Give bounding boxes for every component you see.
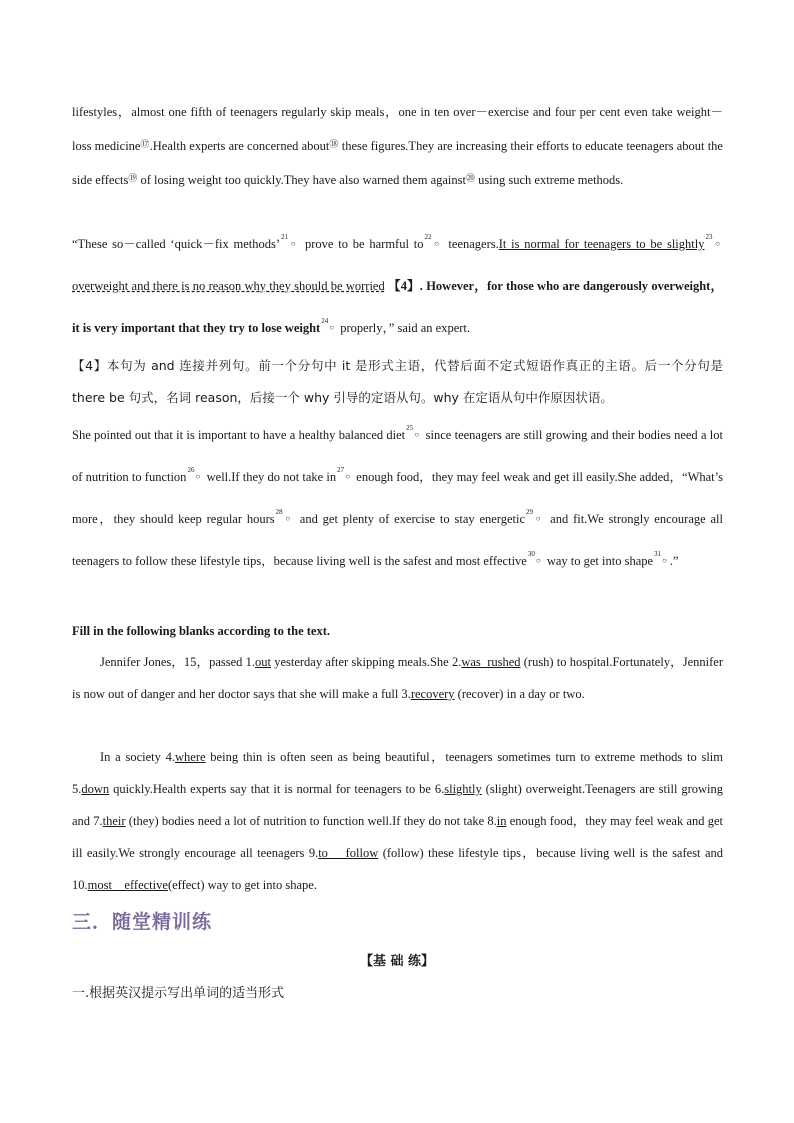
circle-marker-icon: ○ <box>345 472 351 481</box>
underlined-sentence: It is normal for teenagers to be slightly <box>498 237 705 251</box>
note-text: 【4】本句为 and 连接并列句。前一个分句中 it 是形式主语，代替后面不定式短语作真正的主语。后一个分句是 there be 句式，名词 reason，后接一个 why 引导的定语从句。why 在定语从句中作原因状语。 <box>72 358 723 405</box>
text-run: yesterday after skipping meals.She 2. <box>271 655 462 669</box>
answer-blank-7: their <box>102 814 126 828</box>
passage-paragraph-1 <box>72 96 723 196</box>
section-heading: 三．随堂精训练 <box>72 911 213 933</box>
circle-marker-icon: ○ <box>289 239 298 248</box>
text-run: 【4】. However，for those who are dangerously overweight，it is very important that they try to lose weight <box>72 279 724 335</box>
answer-blank-3: recovery <box>410 687 455 701</box>
footnote-number: 28 <box>275 508 283 516</box>
text-run: In a society 4. <box>100 750 175 764</box>
circle-marker-icon: ○ <box>329 323 335 332</box>
text-run: (they) bodies need a lot of nutrition to function well.If they do not take 8. <box>125 814 497 828</box>
text-run: teenagers. <box>443 237 499 251</box>
text-run: (rush) to hospital.Fortunately，Jennifer is now out of danger and her doctor says that she will make a full 3. <box>72 655 724 701</box>
footnote-number: 30 <box>527 550 535 558</box>
text-run: (follow) these lifestyle tips，because living well is the safest and 10. <box>72 846 724 892</box>
text-run: and get plenty of exercise to stay energetic <box>294 512 526 526</box>
text-run: (slight) overweight.Teenagers are still growing and 7. <box>72 782 723 828</box>
circle-marker-icon: ○ <box>534 514 543 523</box>
basic-practice-label: 【基 础 练】 <box>359 954 435 969</box>
text-run: She pointed out that it is important to have a healthy balanced diet <box>72 428 406 442</box>
footnote-marker: ⑳ <box>466 173 476 183</box>
text-run: being thin is often seen as being beautiful，teenagers sometimes turn to extreme methods to slim 5. <box>72 750 723 796</box>
instruction-text: Fill in the following blanks according to the text. <box>72 624 330 638</box>
answer-blank-4: where <box>175 750 206 764</box>
circle-marker-icon: ○ <box>662 556 667 565</box>
text-run: these figures.They are increasing their efforts to educate teenagers about the side effects <box>72 139 723 187</box>
underlined-sentence: overweight and there is no reason why they should be worried <box>72 279 385 293</box>
text-run: properly，” said an expert. <box>337 321 470 335</box>
grammar-note <box>72 350 723 414</box>
answer-blank-5: down <box>81 782 110 796</box>
circle-marker-icon: ○ <box>195 472 201 481</box>
answer-blank-10: most effective <box>87 878 168 892</box>
text-run: prove to be harmful to <box>300 237 424 251</box>
answer-blank-8: in <box>496 814 507 828</box>
circle-marker-icon: ○ <box>432 239 441 248</box>
answer-blank-6: slightly <box>444 782 482 796</box>
text-run: using such extreme methods. <box>475 173 624 187</box>
answer-blank-2: was rushed <box>461 655 521 669</box>
footnote-marker: ⑱ <box>329 139 339 149</box>
footnote-number: 26 <box>187 466 195 474</box>
text-run: (recover) in a day or two. <box>454 687 585 701</box>
footnote-number: 31 <box>654 550 662 558</box>
text-run: .” <box>669 554 679 568</box>
passage-paragraph-2 <box>72 223 723 349</box>
text-run: of losing weight too quickly.They have also warned them against <box>137 173 466 187</box>
footnote-number: 25 <box>406 424 414 432</box>
footnote-number: 21 <box>281 233 289 241</box>
footnote-number: 29 <box>526 508 534 516</box>
footnote-marker: ⑰ <box>140 139 150 149</box>
passage-paragraph-3 <box>72 414 723 582</box>
circle-marker-icon: ○ <box>283 514 292 523</box>
text-run: since teenagers are still growing and their bodies need a lot of nutrition to function <box>72 428 724 484</box>
footnote-number: 27 <box>337 466 345 474</box>
text-run: enough food，they may feel weak and get ill easily.We strongly encourage all teenagers 9. <box>72 814 723 860</box>
text-run: enough food，they may feel weak and get ill easily.She added，“What’s more，they should keep regular hours <box>72 470 723 526</box>
footnote-marker: ⑲ <box>128 173 138 183</box>
circle-marker-icon: ○ <box>414 430 420 439</box>
exercise-paragraph-2 <box>72 741 723 901</box>
text-run: well.If they do not take in <box>203 470 337 484</box>
task-heading: 一.根据英汉提示写出单词的适当形式 <box>72 986 285 1001</box>
footnote-number: 22 <box>424 233 432 241</box>
footnote-number: 23 <box>705 233 713 241</box>
circle-marker-icon: ○ <box>713 239 720 248</box>
circle-marker-icon: ○ <box>535 556 541 565</box>
answer-blank-9: to follow <box>318 846 379 860</box>
text-run: “These so－called ‘quick－fix methods’ <box>72 237 281 251</box>
text-run: quickly.Health experts say that it is normal for teenagers to be 6. <box>109 782 445 796</box>
text-run: Jennifer Jones，15，passed 1. <box>100 655 256 669</box>
text-run: way to get into shape <box>543 554 654 568</box>
text-run: (effect) way to get into shape. <box>167 878 317 892</box>
text-run: lifestyles，almost one fifth of teenagers regularly skip meals，one in ten over－exercise and four per cent even take weight－loss medicine <box>72 105 723 153</box>
text-run: and fit.We strongly encourage all teenagers to follow these lifestyle tips，because living well is the safest and most effective <box>72 512 724 568</box>
exercise-instruction <box>72 615 723 647</box>
text-run: .Health experts are concerned about <box>149 139 330 153</box>
answer-blank-1: out <box>255 655 271 669</box>
footnote-number: 24 <box>321 317 329 325</box>
exercise-paragraph-1 <box>72 646 723 710</box>
